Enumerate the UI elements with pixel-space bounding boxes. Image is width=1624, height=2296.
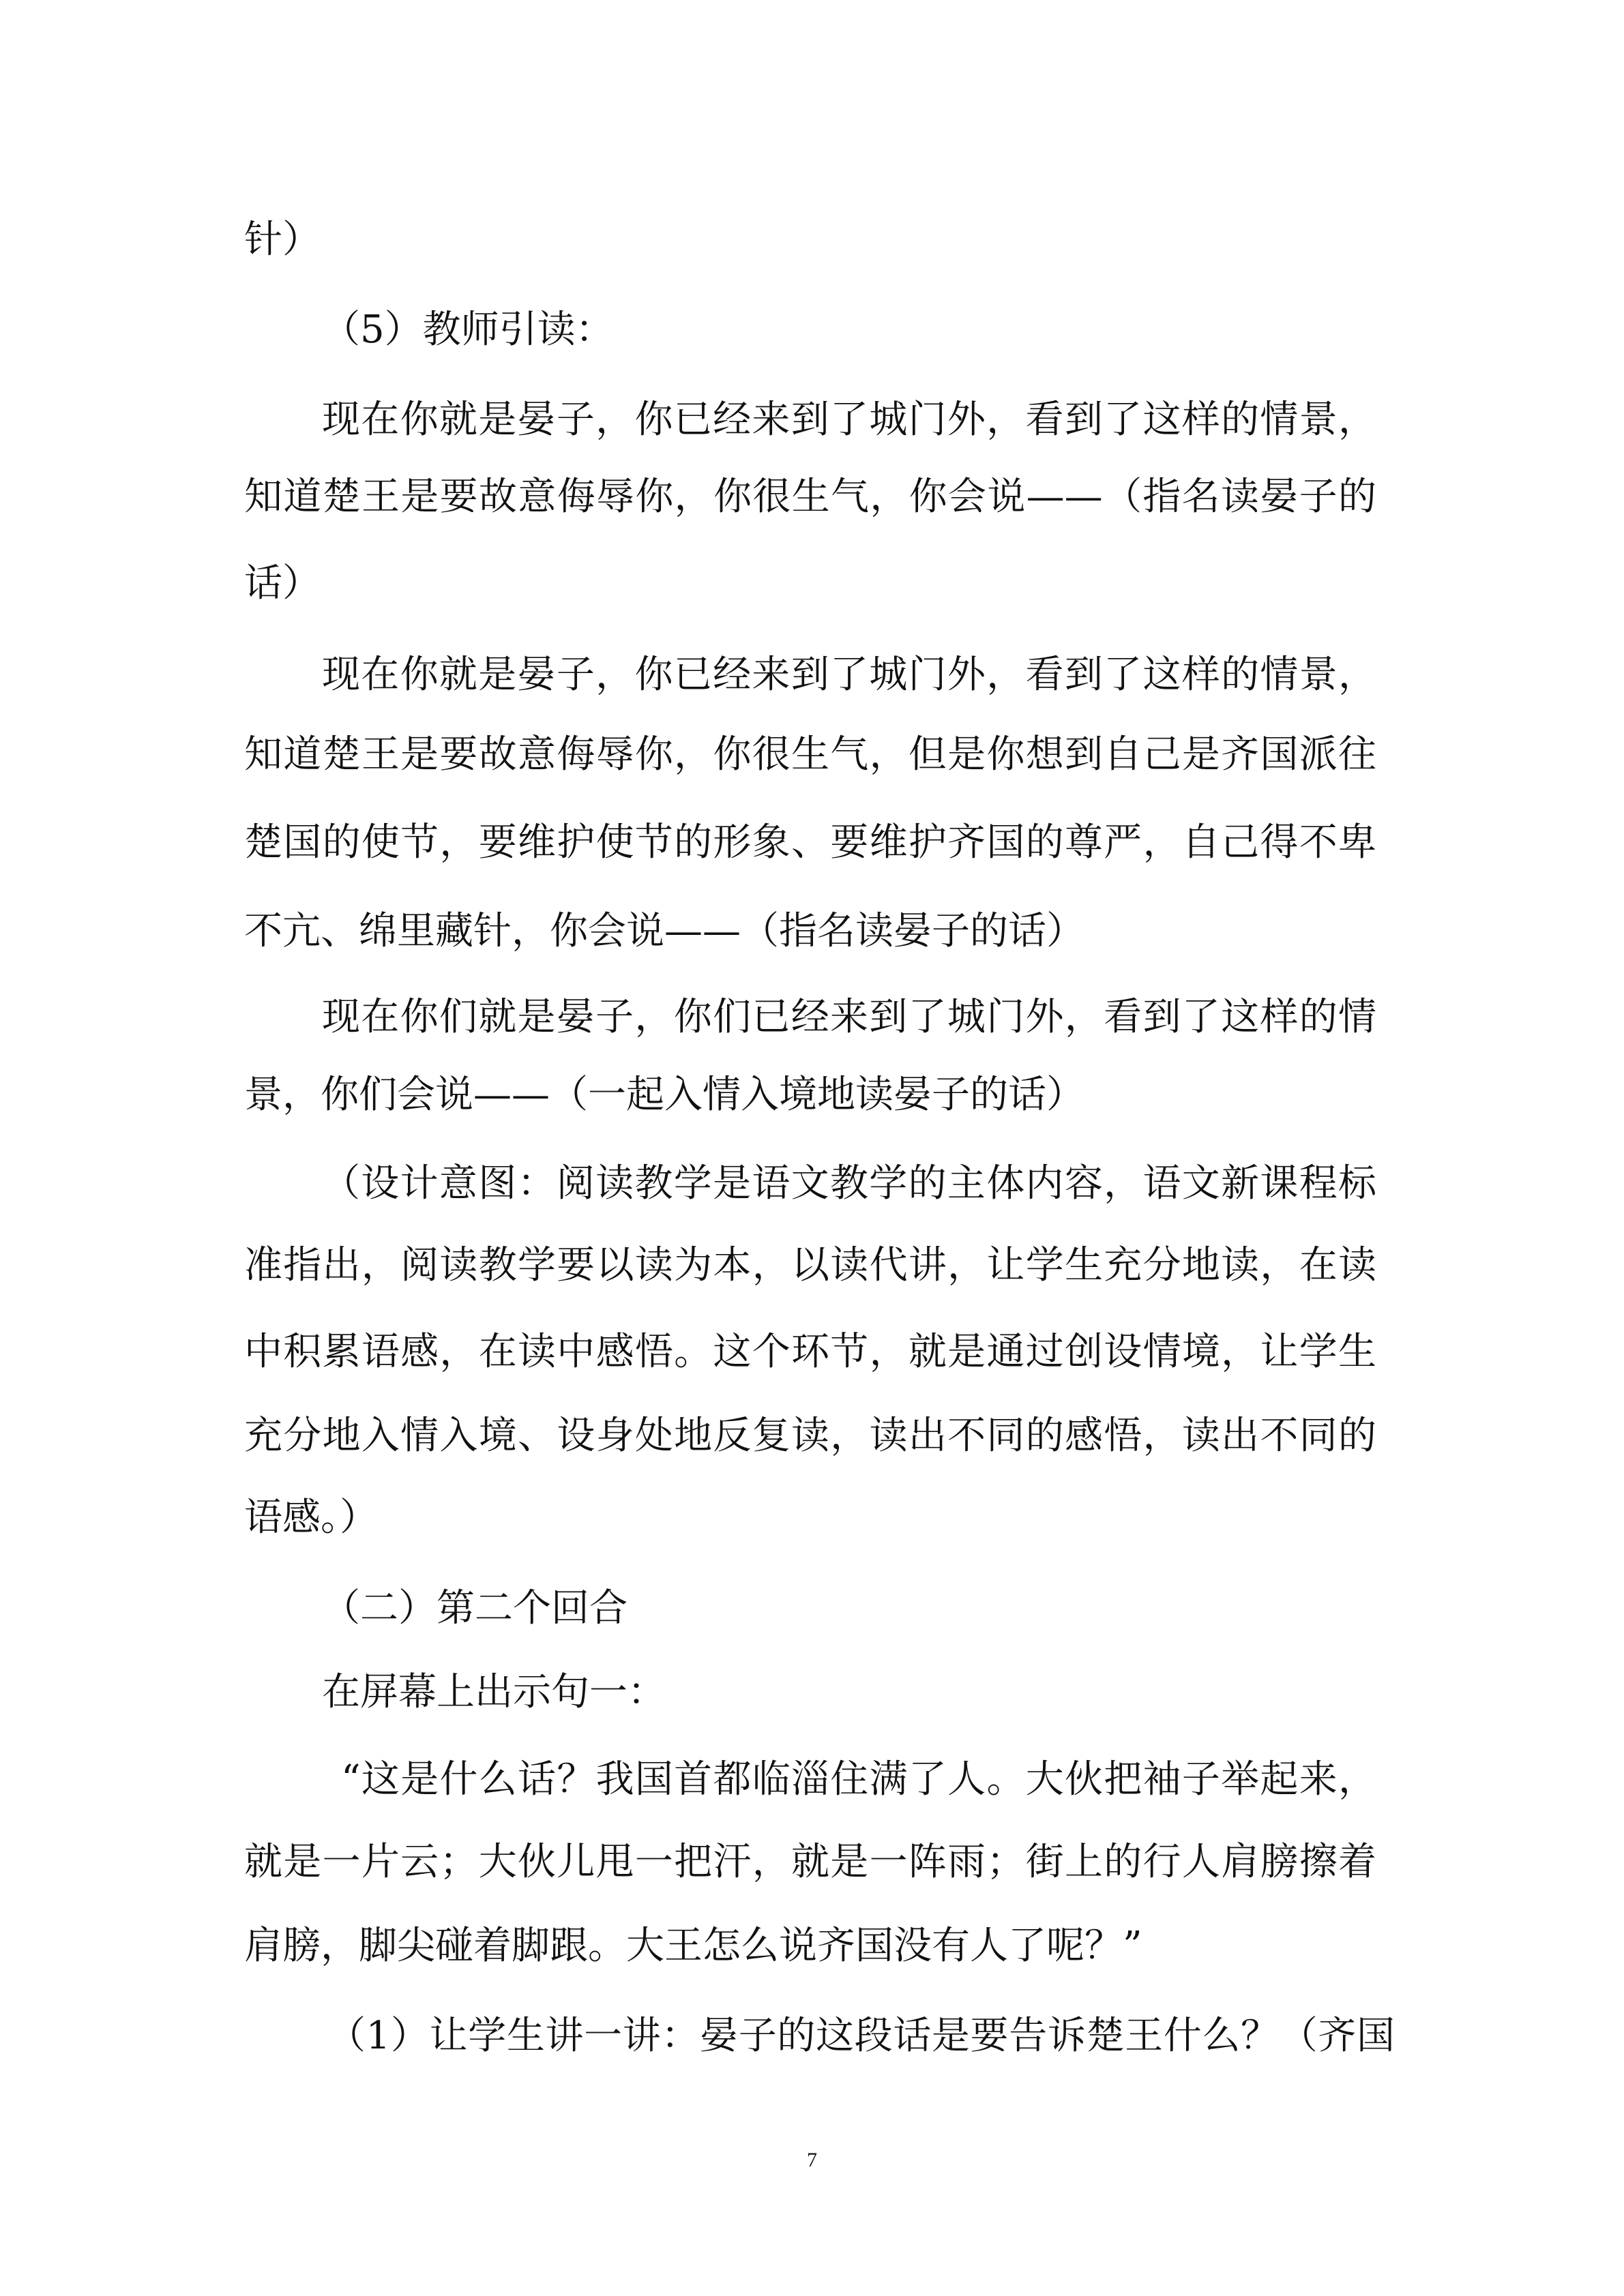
text-line: 语感。） [244, 1495, 378, 1540]
quote-line: “这是什么话？我国首都临淄住满了人。大伙把袖子举起来， [341, 1757, 1376, 1802]
text-line: 充分地入情入境、设身处地反复读，读出不同的感悟，读出不同的 [244, 1414, 1376, 1458]
text-line: 景，你们会说——（一起入情入境地读晏子的话） [244, 1073, 1084, 1117]
text-line: 准指出，阅读教学要以读为本，以读代讲，让学生充分地读，在读 [244, 1243, 1376, 1287]
text-line: 在屏幕上出示句一： [322, 1670, 666, 1714]
text-line: 现在你们就是晏子，你们已经来到了城门外，看到了这样的情 [322, 995, 1376, 1039]
text-line: 不亢、绵里藏针，你会说——（指名读晏子的话） [244, 909, 1084, 953]
text-line: （设计意图：阅读教学是语文教学的主体内容，语文新课程标 [322, 1161, 1376, 1206]
quote-line: 肩膀，脚尖碰着脚跟。大王怎么说齐国没有人了呢？” [244, 1924, 1142, 1968]
text-line: 现在你就是晏子，你已经来到了城门外，看到了这样的情景， [322, 398, 1376, 442]
quote-line: 就是一片云；大伙儿甩一把汗，就是一阵雨；街上的行人肩膀擦着 [244, 1840, 1376, 1884]
text-line: 知道楚王是要故意侮辱你，你很生气，你会说——（指名读晏子的 [244, 475, 1376, 519]
text-line: 针） [244, 218, 321, 262]
text-line: 知道楚王是要故意侮辱你，你很生气，但是你想到自己是齐国派往 [244, 732, 1376, 777]
page-number: 7 [807, 2149, 817, 2171]
text-line: 楚国的使节，要维护使节的形象、要维护齐国的尊严，自己得不卑 [244, 820, 1376, 865]
text-line: 中积累语感，在读中感悟。这个环节，就是通过创设情境，让学生 [244, 1330, 1376, 1374]
text-line: 现在你就是晏子，你已经来到了城门外，看到了这样的情景， [322, 653, 1376, 697]
section-heading: （5）教师引读： [322, 308, 614, 352]
section-heading: （二）第二个回合 [322, 1586, 628, 1630]
text-line: 话） [244, 561, 321, 606]
text-line: （1）让学生讲一讲：晏子的这段话是要告诉楚王什么？（齐国 [327, 2014, 1395, 2058]
